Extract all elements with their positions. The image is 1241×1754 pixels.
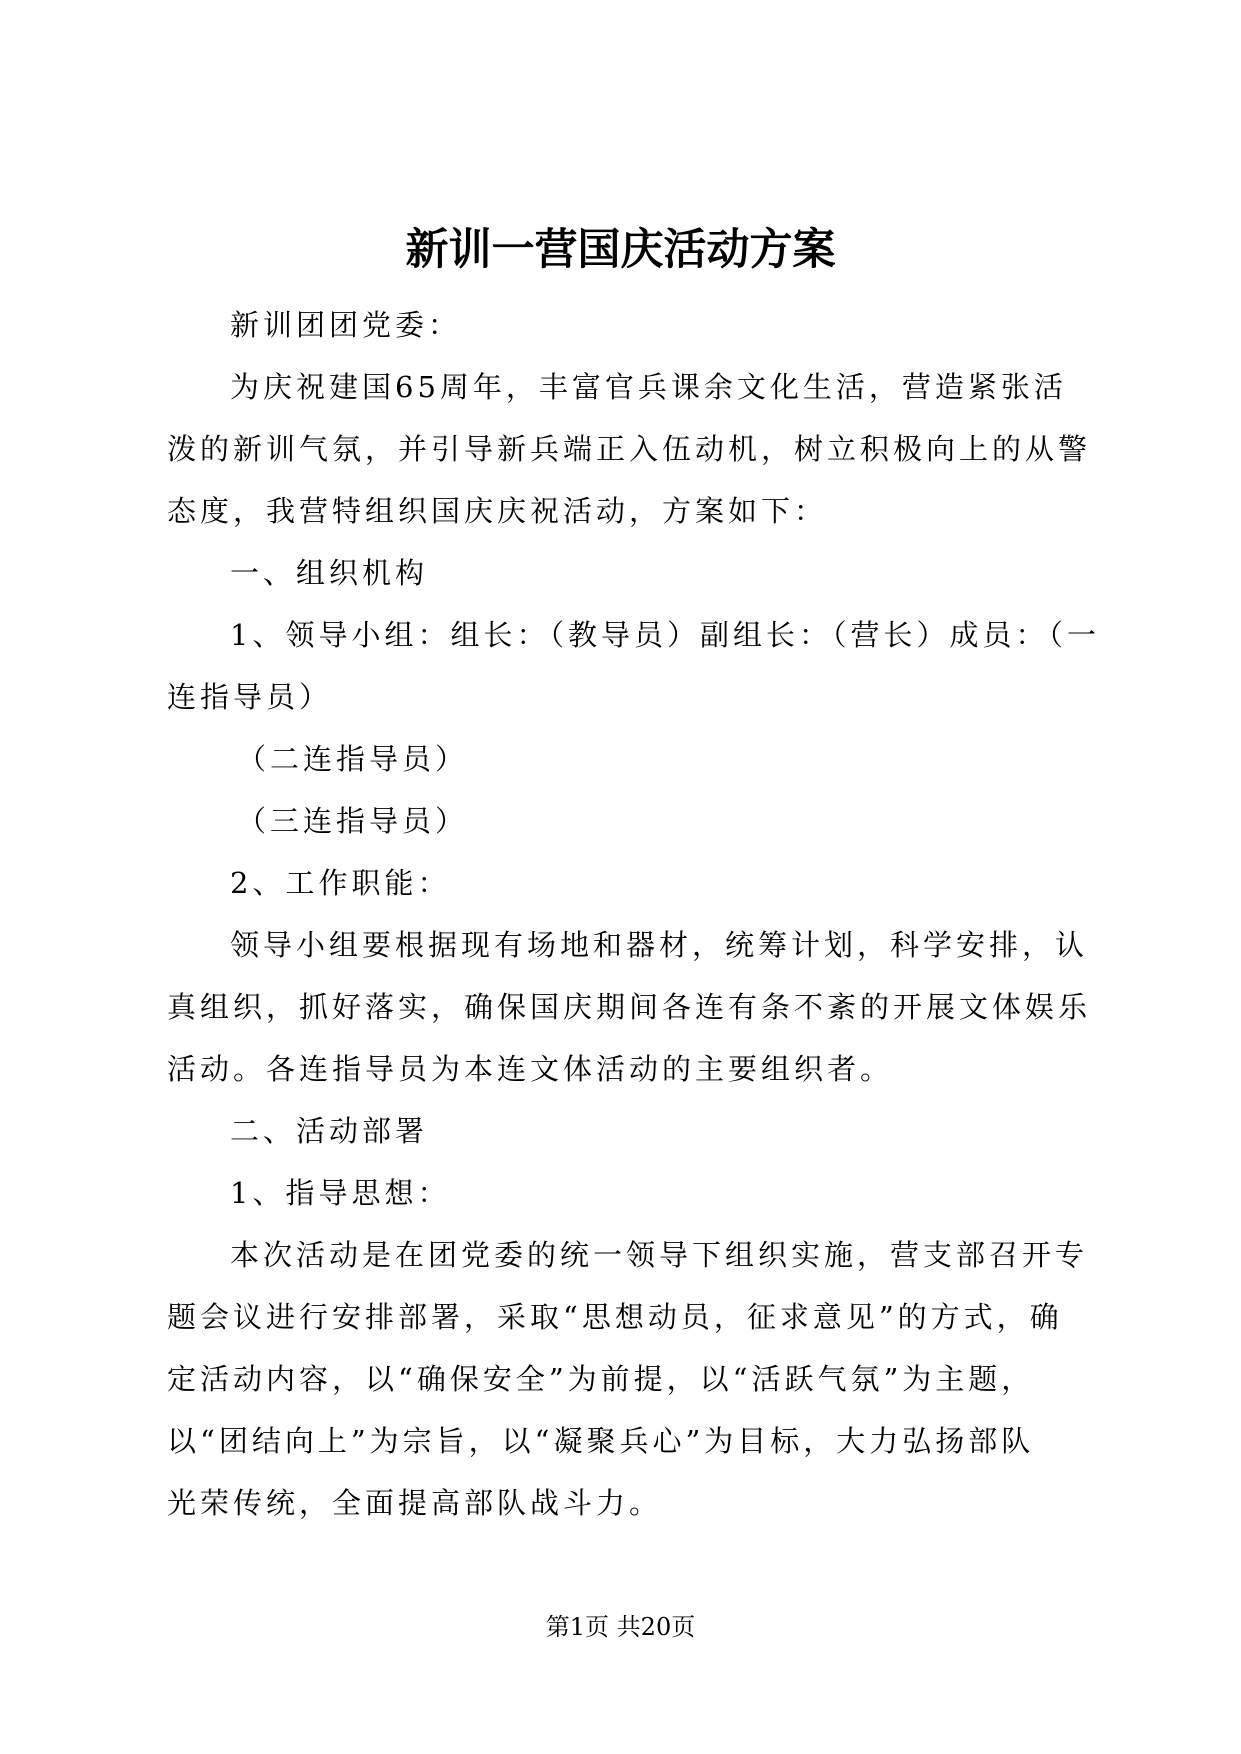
paragraph-line: 为庆祝建国65周年，丰富官兵课余文化生活，营造紧张活 xyxy=(230,370,1067,404)
paragraph-line: 光荣传统，全面提高部队战斗力。 xyxy=(167,1486,663,1520)
paragraph-line: 态度，我营特组织国庆庆祝活动，方案如下： xyxy=(167,494,828,528)
paragraph-line: 定活动内容，以“确保安全”为前提，以“活跃气氛”为主题， xyxy=(167,1362,1035,1396)
document-title: 新训一营国庆活动方案 xyxy=(405,225,836,275)
paragraph-line: 本次活动是在团党委的统一领导下组织实施，营支部召开专 xyxy=(230,1238,1089,1272)
page-footer: 第1页 共20页 xyxy=(545,1613,696,1641)
paragraph-line: 1、领导小组：组长：（教导员）副组长：（营长）成员：（一 xyxy=(230,618,1100,652)
paragraph-line: 连指导员） xyxy=(167,680,333,714)
paragraph-line: 领导小组要根据现有场地和器材，统筹计划，科学安排，认 xyxy=(230,928,1089,962)
paragraph-line: 泼的新训气氛，并引导新兵端正入伍动机，树立积极向上的从警 xyxy=(167,432,1092,466)
document-body xyxy=(167,294,1100,1534)
salutation-line: 新训团团党委： xyxy=(230,308,462,342)
section-heading: 二、活动部署 xyxy=(230,1114,429,1148)
paragraph-line: 活动。各连指导员为本连文体活动的主要组织者。 xyxy=(167,1052,894,1086)
paragraph-line: 以“团结向上”为宗旨，以“凝聚兵心”为目标，大力弘扬部队 xyxy=(167,1424,1035,1458)
member-line: （二连指导员） xyxy=(237,742,469,776)
member-line: （三连指导员） xyxy=(237,804,469,838)
section-heading: 一、组织机构 xyxy=(230,556,429,590)
subsection-heading: 1、指导思想： xyxy=(230,1176,451,1210)
subsection-heading: 2、工作职能： xyxy=(230,866,451,900)
paragraph-line: 真组织，抓好落实，确保国庆期间各连有条不紊的开展文体娱乐 xyxy=(167,990,1092,1024)
paragraph-line: 题会议进行安排部署，采取“思想动员，征求意见”的方式，确 xyxy=(167,1300,1063,1334)
